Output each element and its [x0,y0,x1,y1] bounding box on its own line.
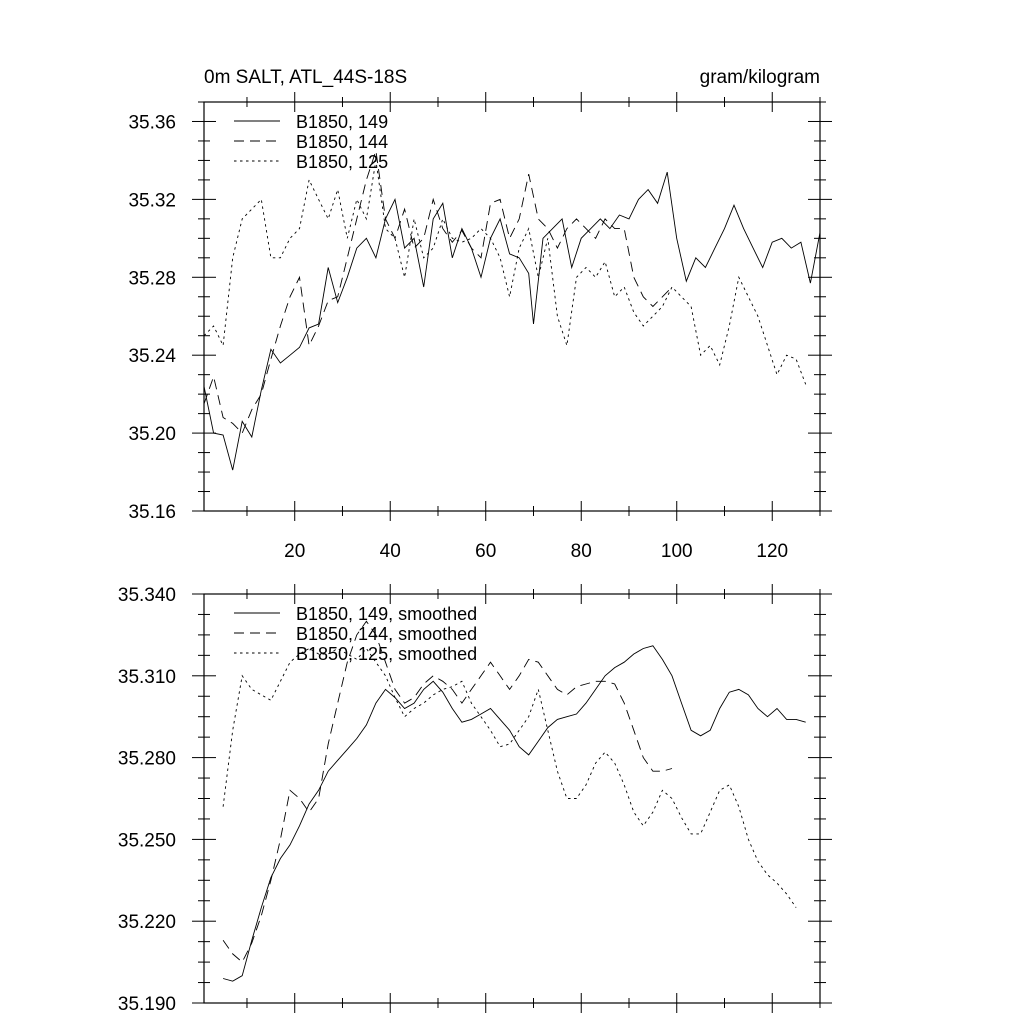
y-tick-label: 35.250 [117,830,176,852]
y-tick-label: 35.340 [117,585,176,606]
bottom-panel-legend [234,604,477,664]
series-line-dashed [223,621,672,962]
y-tick-label: 35.28 [128,268,176,290]
y-tick-label: 35.190 [117,994,176,1015]
legend-label: B1850, 149 [296,112,389,132]
legend-label: B1850, 125, smoothed [296,644,478,664]
x-tick-label: 100 [660,541,693,562]
top-panel-series [204,151,820,470]
legend-label: B1850, 144, smoothed [296,624,478,644]
y-tick-label: 35.32 [128,190,176,212]
y-tick-label: 35.16 [128,502,176,523]
series-line-solid [204,172,820,470]
x-tick-label: 40 [379,541,401,562]
x-tick-label: 120 [756,541,789,562]
series-line-dashed [204,151,672,433]
y-tick-label: 35.24 [128,346,176,368]
x-tick-label: 60 [475,541,497,562]
y-tick-label: 35.220 [117,912,176,934]
legend-label: B1850, 144 [296,132,389,152]
bottom-panel [118,584,832,1015]
bottom-panel-series [223,621,806,981]
y-tick-label: 35.36 [128,112,176,134]
y-tick-label: 35.280 [117,748,176,770]
top-panel [128,67,832,562]
series-line-dotted [204,160,806,384]
top-panel-title: 0m SALT, ATL_44S-18S [204,67,408,88]
legend-label: B1850, 149, smoothed [296,604,478,624]
top-panel-legend [234,112,388,172]
top-panel-units: gram/kilogram [699,67,820,88]
y-tick-label: 35.310 [117,666,176,688]
x-tick-label: 20 [284,541,306,562]
series-line-dotted [223,649,796,908]
y-tick-label: 35.20 [128,424,176,446]
top-panel-ticks [128,92,832,562]
series-line-solid [223,646,806,981]
legend-label: B1850, 125 [296,152,389,172]
x-tick-label: 80 [570,541,592,562]
